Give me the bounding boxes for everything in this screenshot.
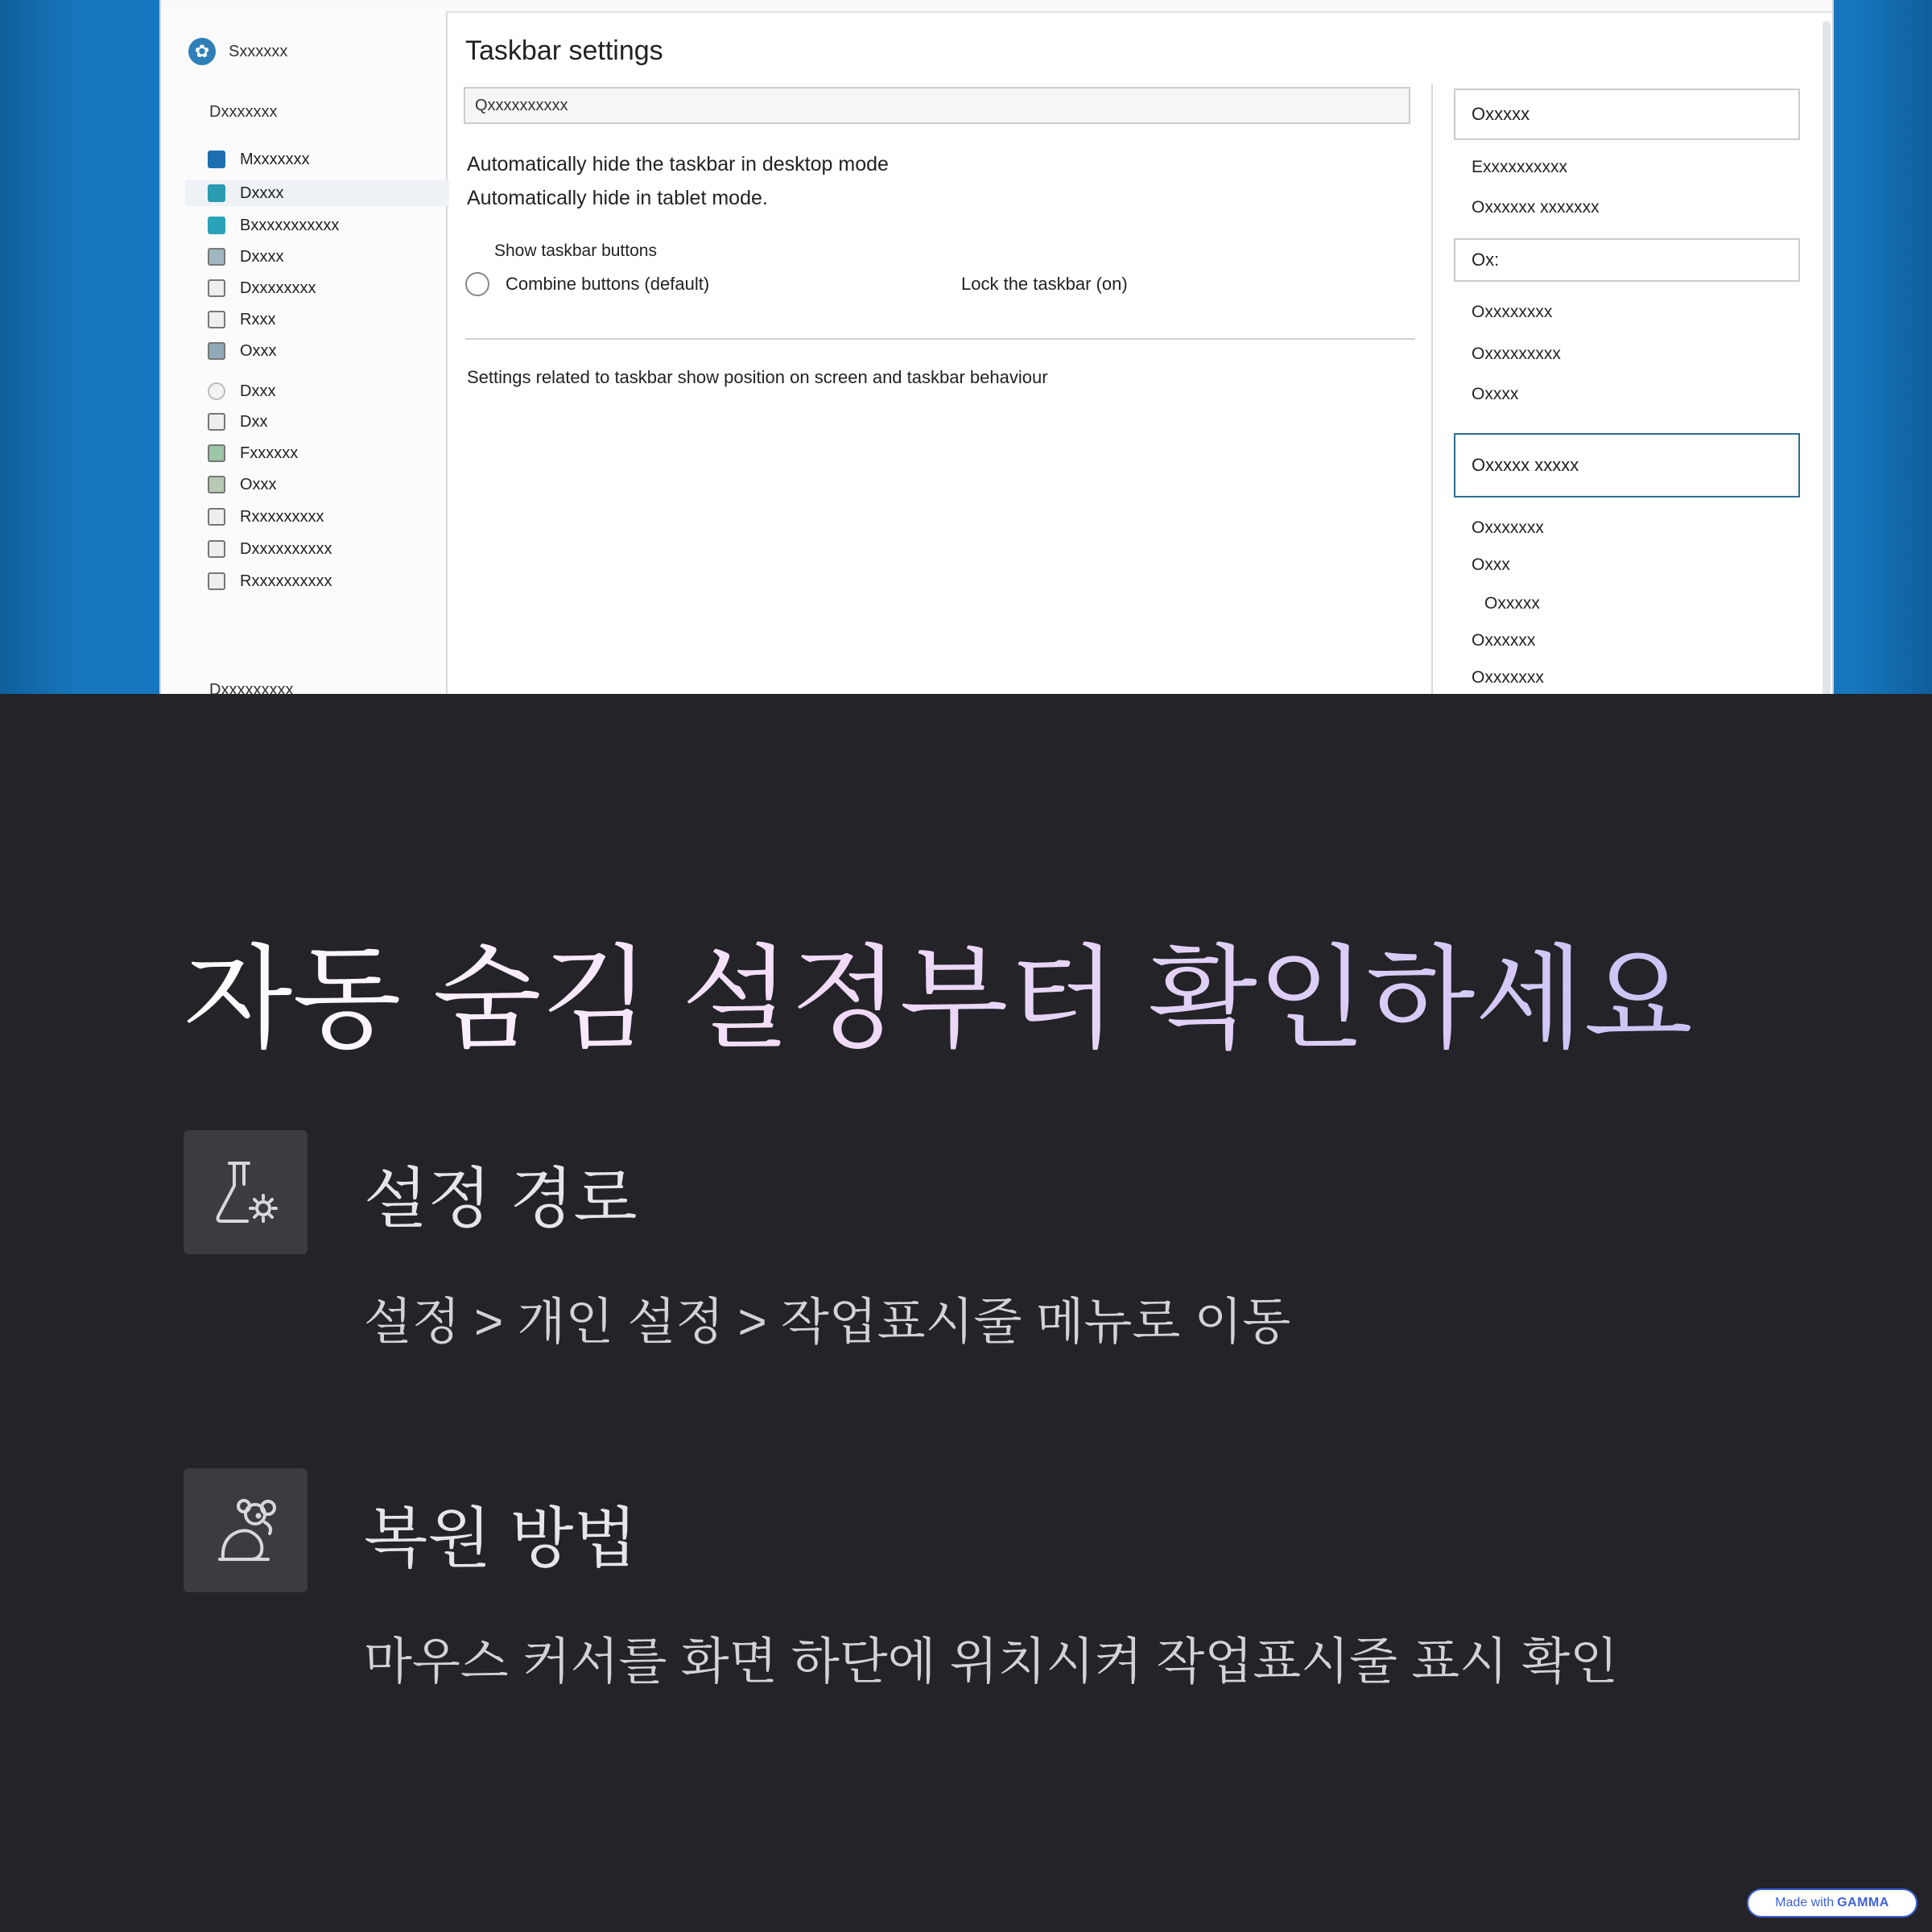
sidebar-item[interactable]: Fxxxxxx [208,440,449,466]
folder-icon [208,248,225,266]
right-panel-item[interactable]: Oxxx [1472,555,1510,574]
main-pane [448,11,1591,694]
icon-container [184,1468,308,1592]
right-panel-item[interactable]: Oxxxxxx xxxxxxx [1472,198,1600,217]
sidebar-item[interactable]: Dxxxxxxxx [208,275,449,301]
folder-icon [208,508,225,526]
page-title: Taskbar settings [465,35,663,66]
right-panel-box[interactable]: Ox: [1454,238,1800,282]
made-with-gamma-badge[interactable] [1747,1889,1918,1918]
screenshot-area [0,0,1932,694]
search-input[interactable]: Qxxxxxxxxxx [464,87,1410,124]
item-title: 설정 경로 [364,1162,638,1236]
mouse-animal-icon [205,1490,286,1571]
setting-text: Automatically hide in tablet mode. [467,187,768,209]
flask-gear-icon [205,1152,286,1232]
right-panel-item[interactable]: Oxxxxxx [1472,631,1536,650]
folder-icon [208,540,225,558]
sidebar-item[interactable]: Dxx [208,409,449,435]
folder-icon [208,151,225,168]
slide-heading: 자동 숨김 설정부터 확인하세요 [184,935,1693,1062]
right-panel-item[interactable]: Oxxxxxxxxx [1472,345,1561,363]
right-panel [1454,11,1808,694]
gamma-logo: GAMMA [1837,1896,1889,1909]
icon-container [184,1130,308,1254]
folder-icon [208,217,225,234]
sidebar [161,11,448,694]
scrollbar[interactable] [1823,21,1831,694]
right-panel-item[interactable]: Exxxxxxxxxx [1472,158,1568,176]
right-panel-box-selected[interactable]: Oxxxxx xxxxx [1454,433,1800,497]
sidebar-item[interactable]: Oxxx [208,338,449,364]
option-value: Lock the taskbar (on) [961,274,1128,294]
sidebar-item[interactable]: Rxxx [208,307,449,332]
circle-icon [208,382,225,400]
sidebar-item[interactable]: Mxxxxxxx [208,147,449,172]
item-description: 마우스 커서를 화면 하단에 위치시켜 작업표시줄 표시 확인 [364,1634,1618,1690]
right-panel-item[interactable]: Oxxxx [1472,385,1519,403]
app-logo-icon: ✿ [188,38,216,65]
right-panel-item[interactable]: Oxxxxxxx [1472,668,1544,687]
folder-icon [208,413,225,431]
description-text: Settings related to taskbar show position on screen and taskbar behaviour [467,367,1048,387]
folder-icon [208,444,225,462]
sidebar-item[interactable]: Rxxxxxxxxx [208,504,449,530]
badge-prefix: Made with [1775,1896,1835,1909]
setting-text: Automatically hide the taskbar in desktop mode [467,153,889,175]
sidebar-item[interactable]: Oxxx [208,472,449,497]
folder-icon [208,476,225,493]
folder-icon [208,184,225,202]
folder-icon [208,342,225,360]
sidebar-item[interactable]: Dxxx [208,378,449,404]
app-header [188,35,287,68]
sidebar-section-title: Dxxxxxxxxx [209,681,294,694]
right-panel-item[interactable]: Oxxxxxxxx [1472,303,1553,321]
item-description: 설정 > 개인 설정 > 작업표시줄 메뉴로 이동 [364,1294,1291,1350]
sidebar-item[interactable]: Bxxxxxxxxxxx [208,213,449,238]
sidebar-item[interactable]: Rxxxxxxxxxx [208,568,449,594]
right-panel-item[interactable]: Oxxxxxxx [1472,518,1544,537]
sidebar-section-title: Dxxxxxxx [209,103,278,121]
sidebar-item-active[interactable]: Dxxxx [185,180,449,206]
item-title: 복원 방법 [364,1502,638,1575]
option-heading: Show taskbar buttons [494,242,657,260]
folder-icon [208,311,225,328]
divider [1431,84,1433,694]
divider [465,338,1415,340]
settings-window [159,0,1834,694]
radio-label: Combine buttons (default) [506,274,710,294]
folder-icon [208,279,225,297]
right-panel-box[interactable]: Oxxxxx [1454,89,1800,140]
right-panel-item[interactable]: Oxxxxx [1484,594,1540,613]
radio-button[interactable] [465,272,489,296]
folder-icon [208,572,225,590]
sidebar-item[interactable]: Dxxxxxxxxxx [208,536,449,562]
app-name: Sxxxxxx [229,42,288,60]
sidebar-item[interactable]: Dxxxx [208,244,449,270]
